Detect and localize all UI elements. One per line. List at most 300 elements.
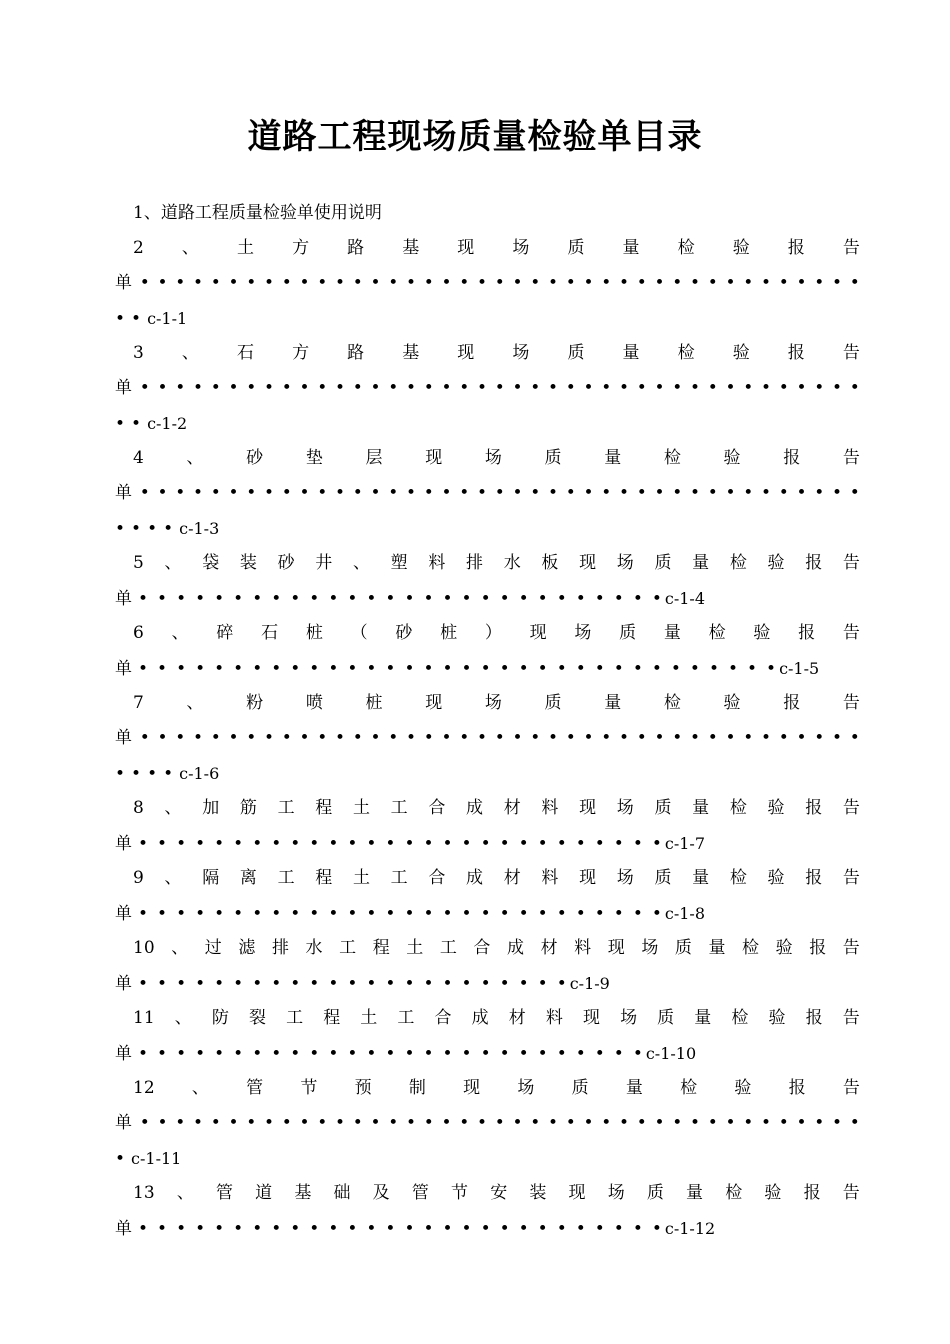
toc-heading-char: 质 [646,1183,664,1203]
leader-dot: • [334,378,345,398]
toc-heading-char: 现 [529,623,547,643]
leader-dot: • [499,834,510,854]
toc-heading-char: 检 [708,623,726,643]
leader-dot: • [689,273,700,293]
toc-item-8-heading [115,791,860,826]
leader-dot: • [347,904,358,924]
leader-dot: • [388,1113,399,1133]
leader-dot: • [849,1113,860,1133]
toc-heading-char: 现 [457,238,475,258]
leader-dot: • [476,483,487,503]
toc-heading-char: 合 [434,1008,452,1028]
toc-heading-char: 告 [842,448,860,468]
leader-dot: • [157,1113,168,1133]
toc-heading-char: 水 [503,553,521,573]
leader-dot: • [494,273,505,293]
leader-dot: • [192,378,203,398]
toc-heading-char: 成 [471,1008,489,1028]
leader-dot: • [131,414,142,434]
toc-heading-char: 报 [787,343,805,363]
toc-heading-char: 检 [663,693,681,713]
leader-dot: • [743,273,754,293]
leader-dot: • [766,659,777,679]
leader-dot: • [575,834,586,854]
toc-heading-char: 现 [425,448,443,468]
toc-heading-char: 量 [622,343,640,363]
leader-dot: • [423,1113,434,1133]
leader-dot: • [583,378,594,398]
leader-dot: • [601,483,612,503]
toc-heading-char: 检 [677,238,695,258]
leader-dot: • [334,273,345,293]
leader-dot: • [175,1113,186,1133]
toc-tail-char: 单 [115,1044,132,1064]
leader-dot: • [271,1219,282,1239]
toc-heading-char: 合 [473,938,491,958]
toc-item-10-leader [115,966,860,1001]
toc-heading-char: 节 [451,1183,469,1203]
leader-dot: • [271,904,282,924]
leader-dot: • [347,1219,358,1239]
leader-dot: • [263,273,274,293]
leader-dot: • [689,1113,700,1133]
toc-heading-char: 2 [133,238,144,258]
leader-dot: • [442,1044,453,1064]
toc-heading-char: 程 [315,868,333,888]
toc-heading-char: 材 [508,1008,526,1028]
toc-heading-char: 告 [842,623,860,643]
leader-dot: • [233,834,244,854]
toc-heading-char: 验 [723,448,741,468]
leader-dot: • [594,659,605,679]
toc-heading-char: 离 [239,868,257,888]
toc-heading-char: 塑 [390,553,408,573]
leader-dot: • [347,659,358,679]
leader-dot: • [233,1219,244,1239]
leader-dot: • [138,1044,149,1064]
leader-dot: • [636,273,647,293]
toc-heading-char: 滤 [238,938,256,958]
leader-dot: • [480,974,491,994]
toc-heading-char: 质 [654,553,672,573]
leader-dot: • [366,1219,377,1239]
leader-dot: • [814,728,825,748]
leader-dot: • [309,659,320,679]
toc-item-1-text: 1、道路工程质量检验单使用说明 [133,203,382,223]
toc-heading-char: 土 [352,798,370,818]
leader-dot: • [281,483,292,503]
toc-heading-char: 、 [164,553,182,573]
leader-dot: • [618,1113,629,1133]
leader-dot: • [725,1113,736,1133]
leader-dot: • [512,378,523,398]
toc-heading-char: 装 [529,1183,547,1203]
leader-dot: • [157,834,168,854]
leader-dot: • [290,904,301,924]
leader-dot: • [441,1113,452,1133]
toc-page-number: c-1-12 [664,1219,716,1238]
leader-dot: • [366,589,377,609]
leader-dot: • [476,1113,487,1133]
leader-dot: • [175,483,186,503]
leader-dot: • [518,589,529,609]
toc-heading-char: 路 [347,238,365,258]
toc-heading-char: 现 [425,693,443,713]
leader-dot: • [210,273,221,293]
leader-dot: • [214,589,225,609]
leader-dot: • [271,834,282,854]
toc-heading-char: 基 [402,343,420,363]
toc-heading-char: 、 [191,1078,209,1098]
toc-tail-char: 单 [115,728,132,748]
toc-page-number: c-1-8 [664,904,706,923]
leader-dot: • [814,273,825,293]
leader-dot: • [601,1113,612,1133]
toc-item-11-heading [115,1001,860,1036]
leader-dot: • [385,1219,396,1239]
leader-dot: • [309,1219,320,1239]
toc-heading-char: 成 [466,868,484,888]
toc-heading-char: 报 [809,938,827,958]
leader-dot: • [176,1219,187,1239]
leader-dot: • [192,728,203,748]
toc-heading-char: 质 [654,798,672,818]
toc-heading-char: 检 [729,868,747,888]
leader-dot: • [494,483,505,503]
leader-dot: • [352,378,363,398]
toc-heading-char: 砂 [395,623,413,643]
leader-dot: • [725,483,736,503]
leader-dot: • [347,1044,358,1064]
leader-dot: • [214,904,225,924]
toc-heading-char: 检 [729,798,747,818]
toc-heading-char: 场 [607,1183,625,1203]
toc-item-1 [115,196,860,231]
toc-heading-char: （ [350,623,368,643]
leader-dot: • [139,273,150,293]
toc-heading-char: 检 [742,938,760,958]
leader-dot: • [366,1044,377,1064]
toc-heading-char: 检 [680,1078,698,1098]
toc-item-5-leader [115,581,860,616]
leader-dot: • [309,904,320,924]
toc-heading-char: 加 [202,798,220,818]
toc-heading-char: 质 [657,1008,675,1028]
toc-tail-char: 单 [115,904,132,924]
toc-item-3-page-line [115,406,860,441]
leader-dot: • [689,659,700,679]
toc-heading-char: 工 [390,868,408,888]
toc-heading-char: 裂 [248,1008,266,1028]
leader-dot: • [233,904,244,924]
toc-heading-char: 11 [133,1008,155,1028]
toc-heading-char: 筋 [239,798,257,818]
leader-dot: • [499,1044,510,1064]
leader-dot: • [405,273,416,293]
toc-heading-char: 路 [347,343,365,363]
leader-dot: • [849,728,860,748]
toc-heading-char: 砂 [246,448,264,468]
toc-heading-char: 13 [133,1183,155,1203]
toc-heading-char: 、 [181,238,199,258]
leader-dot: • [370,1113,381,1133]
leader-dot: • [565,1113,576,1133]
leader-dot: • [632,659,643,679]
toc-heading-char: 、 [176,1183,194,1203]
toc-heading-char: 节 [300,1078,318,1098]
toc-heading-char: 告 [842,343,860,363]
leader-dot: • [494,1113,505,1133]
toc-tail-char: 单 [115,483,132,503]
toc-heading-char: 砂 [277,553,295,573]
toc-heading-char: 5 [133,553,144,573]
toc-heading-char: 场 [512,343,530,363]
leader-dot: • [404,1219,415,1239]
toc-heading-char: 装 [239,553,257,573]
toc-heading-char: 成 [466,798,484,818]
toc-heading-char: 质 [544,693,562,713]
leader-dot: • [271,659,282,679]
toc-heading-char: 水 [305,938,323,958]
leader-dot: • [157,483,168,503]
toc-page-number: c-1-11 [131,1149,182,1168]
leader-dot: • [743,378,754,398]
toc-heading-char: 验 [775,938,793,958]
toc-item-9-heading [115,861,860,896]
leader-dot: • [632,1219,643,1239]
leader-dot: • [442,974,453,994]
leader-dot: • [537,659,548,679]
toc-item-2-leader [115,266,860,301]
toc-heading-char: 验 [767,553,785,573]
toc-heading-char: 验 [767,868,785,888]
toc-item-10-heading [115,931,860,966]
toc-heading-char: 报 [787,238,805,258]
toc-heading-char: 量 [663,623,681,643]
leader-dot: • [352,483,363,503]
leader-dot: • [228,728,239,748]
leader-dot: • [176,904,187,924]
leader-dot: • [575,589,586,609]
leader-dot: • [747,659,758,679]
leader-dot: • [138,1219,149,1239]
leader-dot: • [334,483,345,503]
leader-dot: • [636,483,647,503]
toc-heading-char: 井 [315,553,333,573]
leader-dot: • [499,1219,510,1239]
toc-heading-char: 桩 [305,623,323,643]
leader-dot: • [547,1113,558,1133]
leader-dot: • [157,273,168,293]
leader-dot: • [176,659,187,679]
leader-dot: • [366,904,377,924]
toc-heading-char: 检 [663,448,681,468]
toc-item-12-leader [115,1106,860,1141]
toc-tail-char: 单 [115,378,132,398]
leader-dot: • [442,834,453,854]
leader-dot: • [613,1044,624,1064]
toc-heading-char: 量 [622,238,640,258]
toc-heading-char: 桩 [440,623,458,643]
leader-dot: • [214,974,225,994]
leader-dot: • [192,483,203,503]
leader-dot: • [707,273,718,293]
leader-dot: • [727,659,738,679]
toc-item-3-heading [115,336,860,371]
toc-heading-char: 3 [133,343,144,363]
toc-heading-char: 方 [292,238,310,258]
leader-dot: • [214,659,225,679]
leader-dot: • [423,378,434,398]
leader-dot: • [725,728,736,748]
leader-dot: • [385,974,396,994]
leader-dot: • [459,273,470,293]
leader-dot: • [370,378,381,398]
leader-dot: • [778,1113,789,1133]
leader-dot: • [195,1219,206,1239]
leader-dot: • [441,273,452,293]
toc-heading-char: 量 [604,693,622,713]
leader-dot: • [228,378,239,398]
leader-dot: • [157,904,168,924]
leader-dot: • [423,728,434,748]
leader-dot: • [689,483,700,503]
toc-heading-char: 质 [567,343,585,363]
toc-heading-char: 、 [164,868,182,888]
leader-dot: • [831,728,842,748]
toc-heading-char: 、 [186,448,204,468]
toc-heading-char: 检 [677,343,695,363]
toc-heading-char: 量 [692,868,710,888]
leader-dot: • [138,834,149,854]
leader-dot: • [290,974,301,994]
toc-heading-char: 告 [842,938,860,958]
leader-dot: • [263,483,274,503]
leader-dot: • [814,1113,825,1133]
leader-dot: • [175,728,186,748]
leader-dot: • [299,273,310,293]
toc-heading-char: 排 [466,553,484,573]
leader-dot: • [480,904,491,924]
leader-dot: • [613,659,624,679]
toc-heading-char: 材 [503,868,521,888]
toc-heading-char: 报 [783,448,801,468]
leader-dot: • [601,273,612,293]
leader-dot: • [672,273,683,293]
leader-dot: • [366,974,377,994]
leader-dot: • [601,378,612,398]
leader-dot: • [760,728,771,748]
leader-dot: • [423,904,434,924]
leader-dot: • [594,904,605,924]
leader-dot: • [476,378,487,398]
leader-dot: • [689,378,700,398]
toc-heading-char: 防 [211,1008,229,1028]
toc-heading-char: 量 [604,448,622,468]
leader-dot: • [556,974,567,994]
leader-dot: • [636,378,647,398]
leader-dot: • [423,1044,434,1064]
leader-dot: • [556,904,567,924]
leader-dot: • [814,483,825,503]
leader-dot: • [139,1113,150,1133]
leader-dot: • [115,1149,126,1169]
leader-dot: • [290,589,301,609]
toc-heading-char: 预 [354,1078,372,1098]
leader-dot: • [831,1113,842,1133]
toc-heading-char: 桩 [365,693,383,713]
leader-dot: • [565,273,576,293]
toc-heading-char: 报 [783,693,801,713]
leader-dot: • [334,728,345,748]
leader-dot: • [442,1219,453,1239]
leader-dot: • [138,974,149,994]
toc-heading-char: 石 [236,343,254,363]
toc-heading-char: 程 [315,798,333,818]
toc-heading-char: 基 [294,1183,312,1203]
leader-dot: • [147,519,158,539]
leader-dot: • [252,834,263,854]
leader-dot: • [461,834,472,854]
leader-dot: • [138,659,149,679]
leader-dot: • [405,1113,416,1133]
leader-dot: • [405,728,416,748]
leader-dot: • [613,834,624,854]
leader-dot: • [461,1044,472,1064]
toc-page-number: c-1-5 [779,659,820,678]
leader-dot: • [328,1044,339,1064]
leader-dot: • [423,974,434,994]
toc-heading-char: 场 [484,693,502,713]
leader-dot: • [157,378,168,398]
leader-dot: • [778,728,789,748]
leader-dot: • [778,273,789,293]
leader-dot: • [210,378,221,398]
leader-dot: • [476,273,487,293]
toc-page-number: c-1-9 [569,974,610,993]
toc-heading-char: 材 [503,798,521,818]
leader-dot: • [290,1044,301,1064]
leader-dot: • [707,728,718,748]
toc-heading-char: 安 [490,1183,508,1203]
leader-dot: • [743,728,754,748]
leader-dot: • [632,589,643,609]
leader-dot: • [651,904,662,924]
leader-dot: • [214,834,225,854]
leader-dot: • [651,834,662,854]
toc-heading-char: 基 [402,238,420,258]
leader-dot: • [281,728,292,748]
toc-heading-char: 告 [842,1183,860,1203]
toc-heading-char: 量 [692,798,710,818]
leader-dot: • [461,974,472,994]
toc-heading-char: 道 [255,1183,273,1203]
toc-heading-char: 告 [842,798,860,818]
leader-dot: • [796,483,807,503]
toc-heading-char: 工 [397,1008,415,1028]
leader-dot: • [672,1113,683,1133]
leader-dot: • [246,1113,257,1133]
leader-dot: • [214,1219,225,1239]
toc-tail-char: 单 [115,659,132,679]
toc-heading-char: 成 [507,938,524,958]
leader-dot: • [115,309,126,329]
toc-heading-char: 量 [686,1183,704,1203]
toc-item-13-heading [115,1176,860,1211]
toc-item-7-page-line [115,756,860,791]
leader-dot: • [139,378,150,398]
leader-dot: • [263,1113,274,1133]
